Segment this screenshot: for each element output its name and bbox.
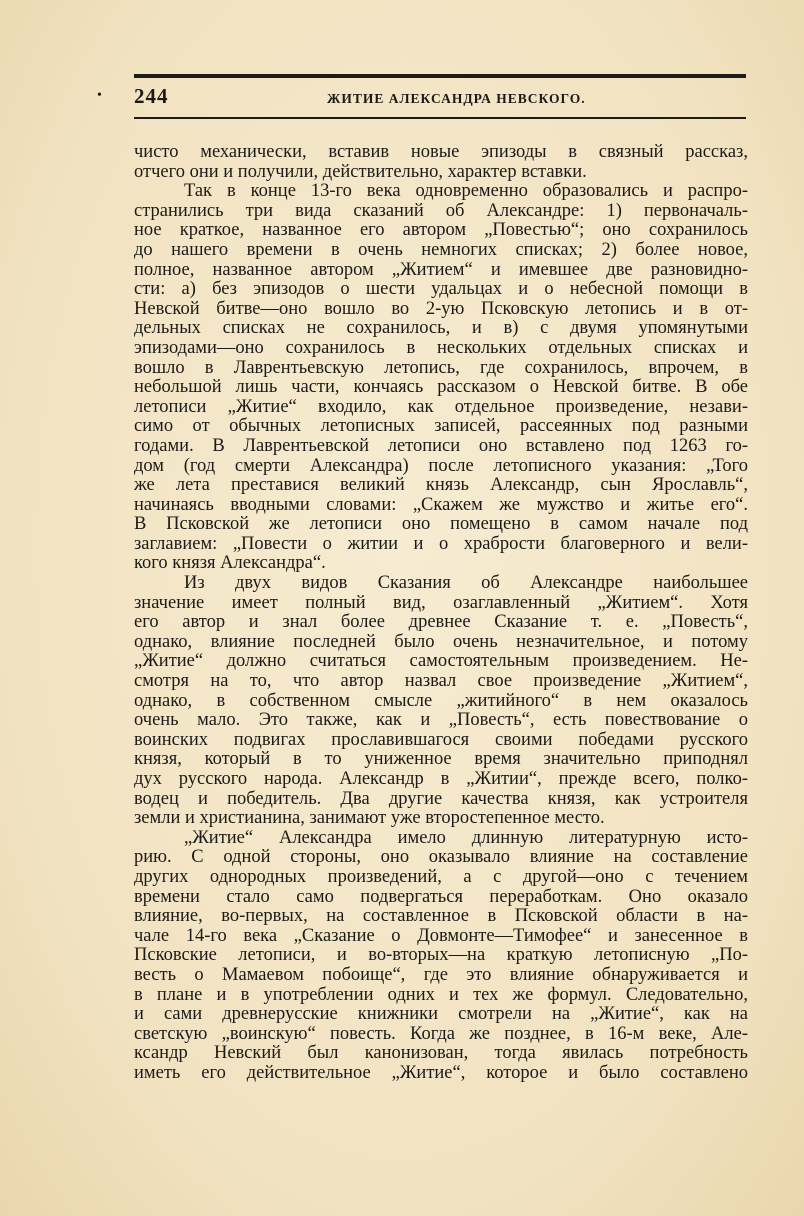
text-line: странились три вида сказаний об Александре: 1) первоначаль- (134, 201, 748, 221)
text-line: очень мало. Это также, как и „Повесть“, есть повествование о (134, 711, 748, 731)
text-line: значение имеет полный вид, озаглавленный „Житием“. Хотя (134, 593, 748, 613)
text-line: симо от обычных летописных записей, рассеянных под разными (134, 417, 748, 437)
text-line: смотря на то, что автор назвал свое произведение „Житием“, (134, 672, 748, 692)
running-head: ЖИТИЕ АЛЕКСАНДРА НЕВСКОГО. (327, 91, 586, 106)
text-line: светскую „воинскую“ повесть. Когда же позднее, в 16-м веке, Але- (134, 1024, 748, 1044)
text-line: „Житие“ Александра имело длинную литературную исто- (184, 828, 748, 848)
text-line: земли и христианина, занимают уже второстепенное место. (134, 809, 605, 829)
text-line: эпизодами—оно сохранилось в нескольких отдельных списках и (134, 338, 748, 358)
margin-mark: • (97, 88, 102, 103)
text-line: годами. В Лаврентьевской летописи оно вставлено под 1263 го- (134, 436, 748, 456)
text-line: заглавием: „Повести о житии и о храбрости благоверного и вели- (134, 534, 748, 554)
text-line: князя, который в то униженное время значительно приподнял (134, 750, 748, 770)
text-line: водец и победитель. Два другие качества князя, как устроителя (134, 789, 748, 809)
text-line: сти: а) без эпизодов о шести удальцах и о небесной помощи в (134, 280, 748, 300)
text-line: дом (год смерти Александра) после летописного указания: „Того (134, 456, 748, 476)
header-rule-top (134, 74, 746, 78)
text-line: Так в конце 13-го века одновременно образовались и распро- (184, 182, 748, 202)
text-line: ксандр Невский был канонизован, тогда явилась потребность (134, 1044, 748, 1064)
text-line: рию. С одной стороны, оно оказывало влияние на составление (134, 848, 748, 868)
text-line: чисто механически, вставив новые эпизоды в связный рассказ, (134, 143, 748, 162)
text-line: чале 14-го века „Сказание о Довмонте—Тимофее“ и занесенное в (134, 926, 748, 946)
text-line: небольшой лишь части, кончаясь рассказом о Невской битве. В обе (134, 378, 748, 398)
text-line: ное краткое, названное его автором „Повестью“; оно сохранилось (134, 221, 748, 241)
text-line: до нашего времени в очень немногих списках; 2) более новое, (134, 240, 748, 260)
text-line: других однородных произведений, а с другой—оно с течением (134, 867, 748, 887)
text-line: В Псковской же летописи оно помещено в самом начале под (134, 515, 748, 535)
text-line: отчего они и получили, действительно, характер вставки. (134, 162, 587, 182)
text-line: кого князя Александра“. (134, 554, 326, 574)
header-rule-bottom (134, 117, 746, 119)
text-line: его автор и знал более древнее Сказание т. е. „Повесть“, (134, 613, 748, 633)
text-line: Невской битве—оно вошло во 2-ую Псковскую летопись и в от- (134, 299, 748, 319)
text-line: же лета преставися великий князь Александр, сын Ярославль“, (134, 476, 748, 496)
text-line: дельных списках не сохранилось, и в) с двумя упомянутыми (134, 319, 748, 339)
text-line: вошло в Лаврентьевскую летопись, где сохранилось, впрочем, в (134, 358, 748, 378)
page-number: 244 (134, 84, 169, 108)
text-line: дух русского народа. Александр в „Житии“, прежде всего, полко- (134, 770, 748, 789)
text-line: и сами древнерусские книжники смотрели на „Житие“, как на (134, 1005, 748, 1025)
text-line: времени стало само подвергаться переработкам. Оно оказало (134, 887, 748, 907)
body-text (134, 143, 748, 1084)
text-line: полное, названное автором „Житием“ и имевшее две разновидно- (134, 260, 748, 280)
text-line: воинских подвигах прославившагося своими победами русского (134, 730, 748, 750)
text-line: начинаясь вводными словами: „Скажем же мужство и житье его“. (134, 495, 748, 515)
text-line: однако, в собственном смысле „житийного“ в нем оказалось (134, 691, 748, 711)
text-line: Из двух видов Сказания об Александре наибольшее (184, 574, 748, 594)
text-line: „Житие“ должно считаться самостоятельным произведением. Не- (134, 652, 748, 672)
text-line: в плане и в употреблении одних и тех же формул. Следовательно, (134, 985, 748, 1005)
text-line: весть о Мамаевом побоище“, где это влияние обнаруживается и (134, 965, 748, 985)
text-line: летописи „Житие“ входило, как отдельное произведение, незави- (134, 397, 748, 417)
text-line: однако, влияние последней было очень незначительное, и потому (134, 632, 748, 652)
text-line: иметь его действительное „Житие“, которое и было составлено (134, 1063, 748, 1083)
text-line: Псковские летописи, и во-вторых—на краткую летописную „По- (134, 946, 748, 966)
text-line: влияние, во-первых, на составленное в Псковской области в на- (134, 907, 748, 927)
